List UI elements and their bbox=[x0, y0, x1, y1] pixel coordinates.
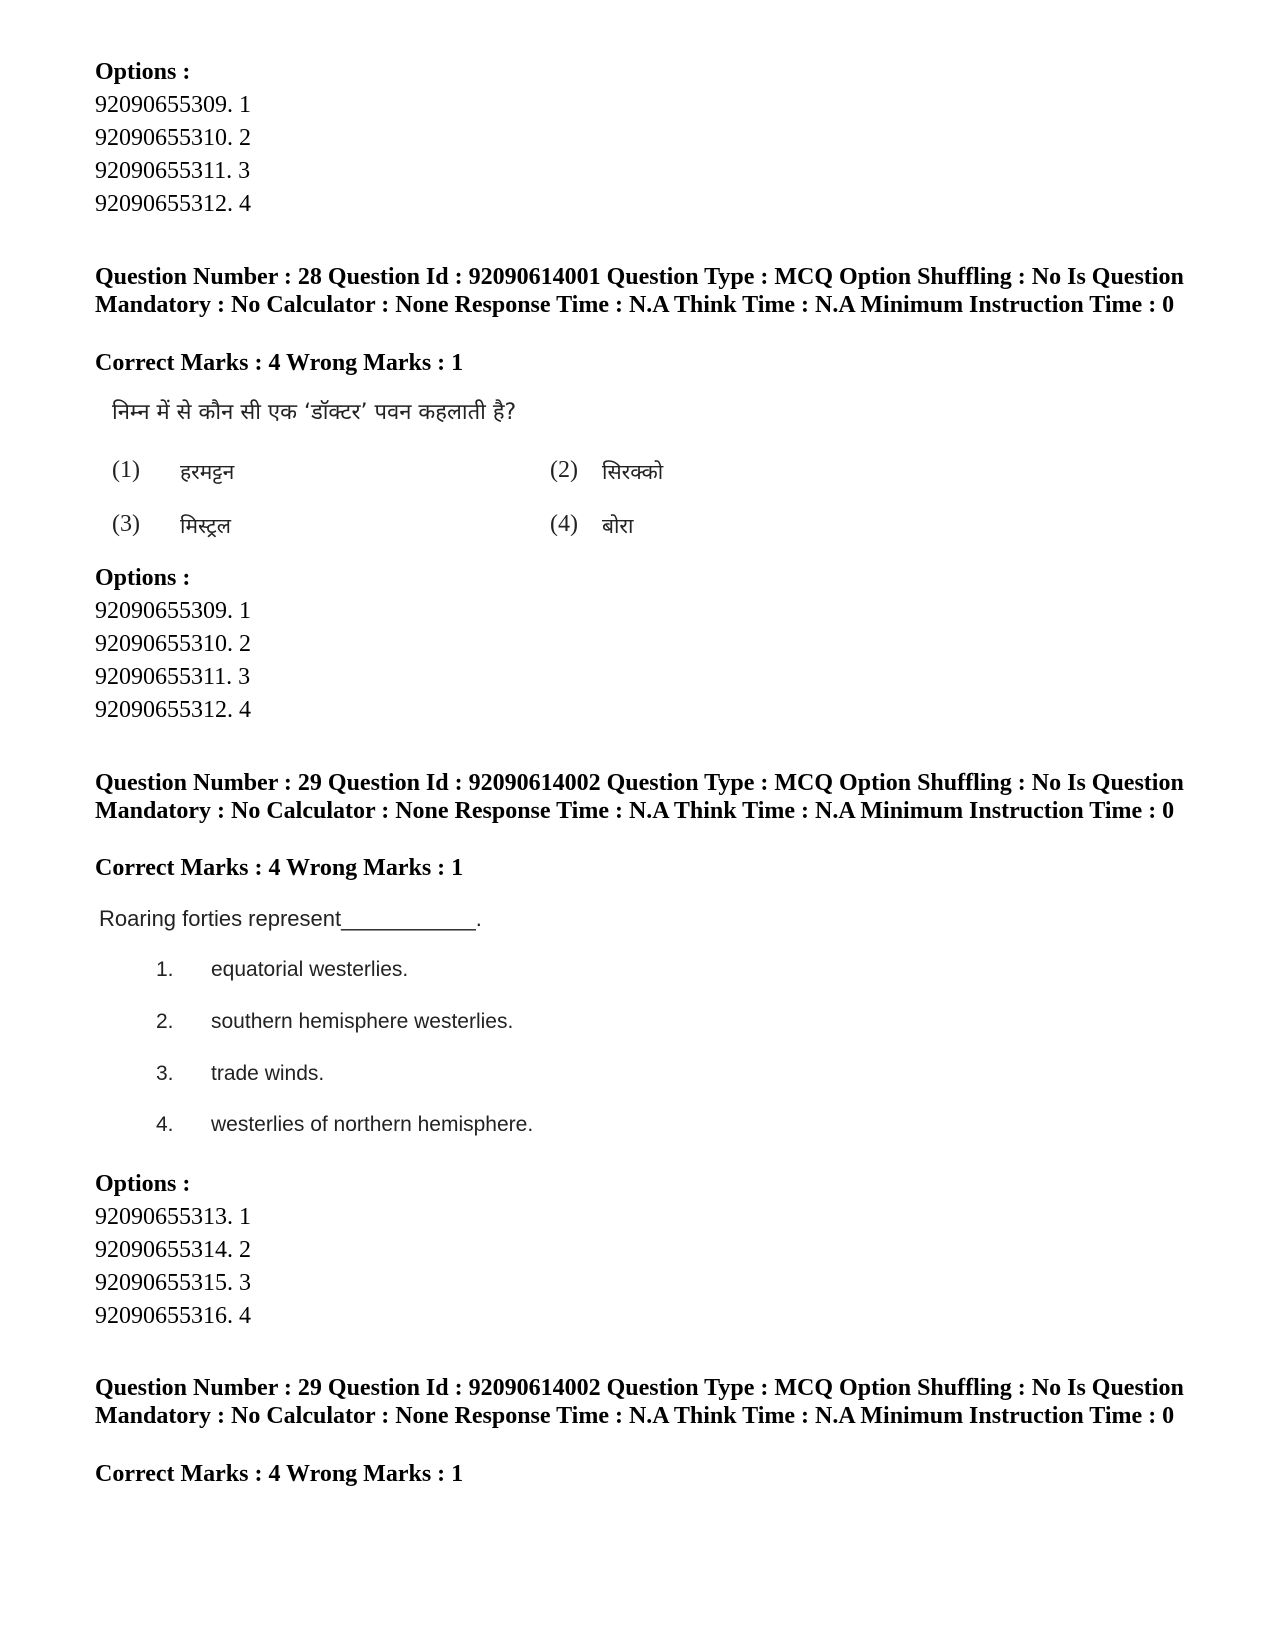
choice-text: westerlies of northern hemisphere. bbox=[211, 1113, 534, 1136]
choice-text: मिस्ट्रल bbox=[180, 514, 231, 538]
question-text: निम्न में से कौन सी एक ‘डॉक्टर’ पवन कहलाती है? bbox=[112, 400, 517, 425]
option-line: 92090655309. 1 bbox=[95, 92, 251, 118]
choice-number: (4) bbox=[550, 511, 578, 537]
option-line: 92090655312. 4 bbox=[95, 191, 251, 217]
question-header: Question Number : 29 Question Id : 92090614002 Question Type : MCQ Option Shuffling : No Is Question Mandatory : No Calculator : None Response Time : N.A Think Time : N.A Minimum Instruction Time : 0 bbox=[95, 1375, 1184, 1429]
option-line: 92090655312. 4 bbox=[95, 697, 251, 723]
option-line: 92090655311. 3 bbox=[95, 664, 251, 690]
choice-text: बोरा bbox=[602, 514, 634, 538]
choice-number: (2) bbox=[550, 457, 578, 483]
option-line: 92090655310. 2 bbox=[95, 631, 251, 657]
question-text: Roaring forties represent___________. bbox=[99, 906, 482, 931]
option-line: 92090655309. 1 bbox=[95, 598, 251, 624]
choice-text: सिरक्को bbox=[602, 460, 664, 484]
options-label: Options : bbox=[95, 1171, 191, 1197]
question-marks: Correct Marks : 4 Wrong Marks : 1 bbox=[95, 855, 464, 881]
options-label: Options : bbox=[95, 565, 191, 591]
options-label: Options : bbox=[95, 59, 191, 85]
question-marks: Correct Marks : 4 Wrong Marks : 1 bbox=[95, 350, 464, 376]
option-line: 92090655315. 3 bbox=[95, 1270, 251, 1296]
choice-text: equatorial westerlies. bbox=[211, 958, 409, 981]
question-header: Question Number : 28 Question Id : 92090614001 Question Type : MCQ Option Shuffling : No Is Question Mandatory : No Calculator : None Response Time : N.A Think Time : N.A Minimum Instruction Time : 0 bbox=[95, 264, 1184, 318]
question-marks: Correct Marks : 4 Wrong Marks : 1 bbox=[95, 1461, 464, 1487]
choice-text: southern hemisphere westerlies. bbox=[211, 1010, 514, 1033]
choice-number: 3. bbox=[156, 1062, 174, 1085]
option-line: 92090655313. 1 bbox=[95, 1204, 251, 1230]
option-line: 92090655311. 3 bbox=[95, 158, 251, 184]
option-line: 92090655314. 2 bbox=[95, 1237, 251, 1263]
choice-text: trade winds. bbox=[211, 1062, 325, 1085]
choice-number: 1. bbox=[156, 958, 174, 981]
option-line: 92090655316. 4 bbox=[95, 1303, 251, 1329]
question-header: Question Number : 29 Question Id : 92090614002 Question Type : MCQ Option Shuffling : No Is Question Mandatory : No Calculator : None Response Time : N.A Think Time : N.A Minimum Instruction Time : 0 bbox=[95, 770, 1184, 824]
choice-number: (1) bbox=[112, 457, 140, 483]
choice-number: (3) bbox=[112, 511, 140, 537]
choice-number: 2. bbox=[156, 1010, 174, 1033]
option-line: 92090655310. 2 bbox=[95, 125, 251, 151]
choice-text: हरमट्टन bbox=[180, 460, 235, 484]
choice-number: 4. bbox=[156, 1113, 174, 1136]
